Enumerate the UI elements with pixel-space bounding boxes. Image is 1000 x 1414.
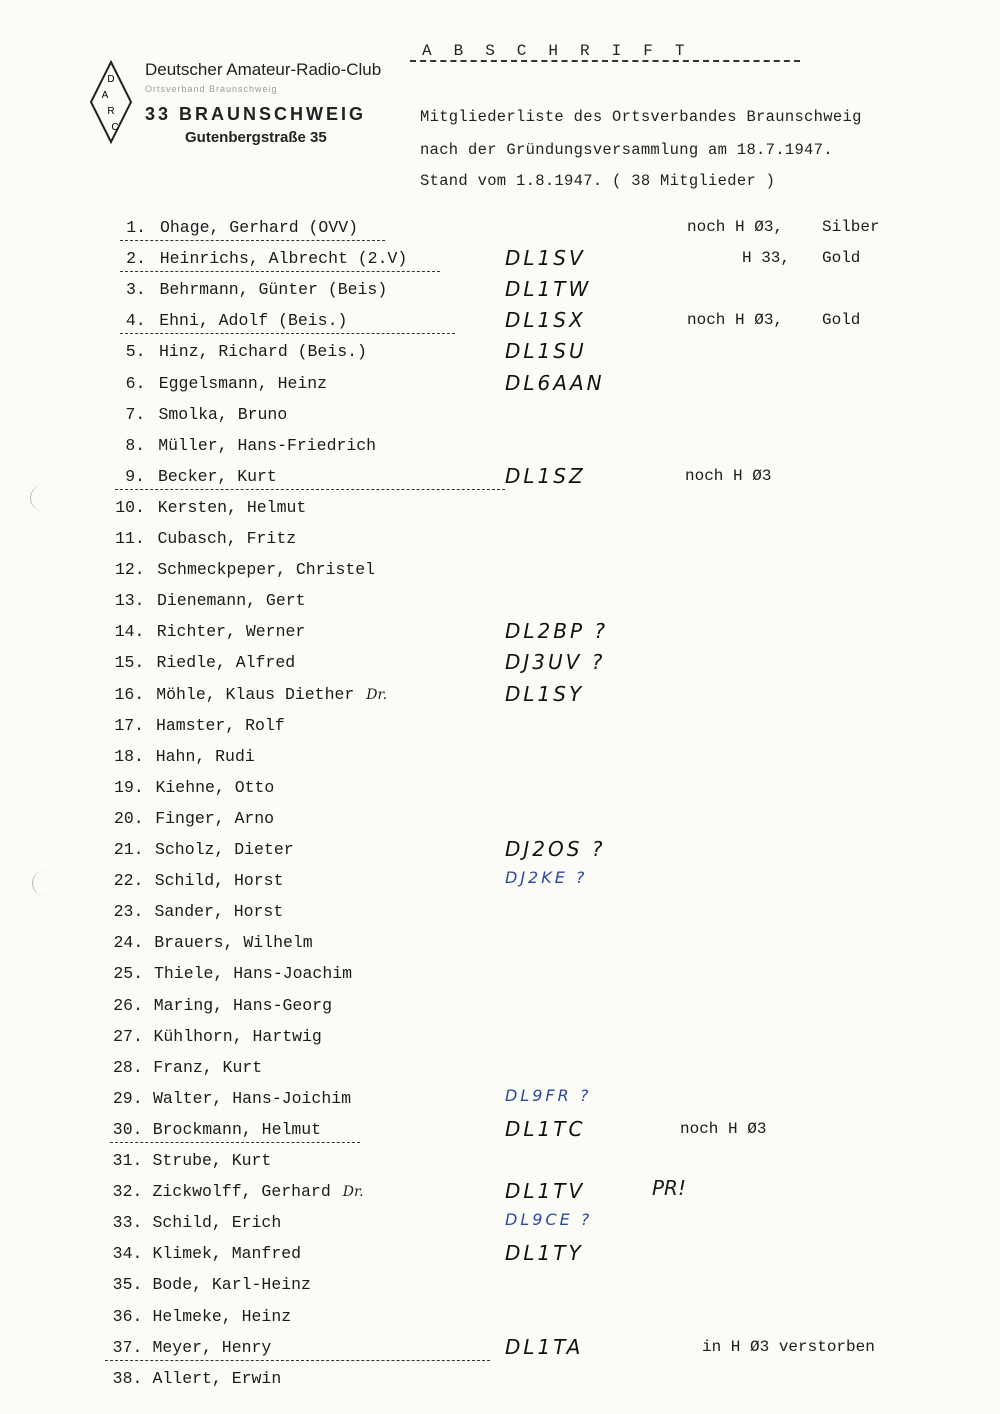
member-callsign: DL2BP ? <box>505 619 609 643</box>
member-number: 32. <box>112 1182 143 1201</box>
member-row <box>0 218 1000 248</box>
logo-letter-r: R <box>107 106 115 117</box>
member-note: in H Ø3 verstorben <box>702 1338 875 1356</box>
member-name-text: Smolka, Bruno <box>158 405 288 424</box>
member-name-text: Hamster, Rolf <box>156 716 285 735</box>
member-row <box>0 1151 1000 1181</box>
member-name-text: Heinrichs, Albrecht (2.V) <box>159 249 408 268</box>
logo-letter-d: D <box>107 74 115 85</box>
member-callsign: DJ2KE ? <box>505 868 588 887</box>
member-title-dr: Dr. <box>342 1184 364 1200</box>
member-name <box>159 311 347 330</box>
member-title-dr: Dr. <box>366 687 388 703</box>
document-title: ABSCHRIFT <box>422 42 707 60</box>
member-row <box>0 1210 1000 1243</box>
member-number: 17. <box>114 716 145 735</box>
member-number: 22. <box>113 871 144 890</box>
member-name-text: Helmeke, Heinz <box>152 1307 292 1326</box>
heading-line-1: Mitgliederliste des Ortsverbandes Braunschweig <box>420 108 862 126</box>
member-name-text: Klimek, Manfred <box>152 1244 302 1263</box>
member-row <box>0 371 1000 404</box>
member-name <box>157 591 306 610</box>
member-name <box>153 1244 302 1263</box>
title-underline <box>410 60 800 62</box>
member-row <box>0 650 1000 683</box>
member-name-text: Eggelsmann, Heinz <box>158 374 328 393</box>
member-name-text: Maring, Hans-Georg <box>153 996 332 1015</box>
member-number: 24. <box>113 933 144 952</box>
row-underline <box>115 489 505 490</box>
member-name-text: Brockmann, Helmut <box>152 1120 322 1139</box>
member-row <box>0 809 1000 839</box>
member-name <box>153 1213 282 1232</box>
member-row <box>0 1307 1000 1337</box>
member-callsign: DL1TY <box>505 1241 584 1265</box>
member-number: 8. <box>125 436 146 455</box>
member-row <box>0 619 1000 652</box>
member-name <box>154 933 312 952</box>
member-callsign: DL9CE ? <box>505 1210 593 1229</box>
member-name-text: Möhle, Klaus Diether <box>156 685 355 704</box>
member-row <box>0 1335 1000 1368</box>
member-name-text: Riedle, Alfred <box>156 653 296 672</box>
logo-letter-c: C <box>111 122 119 133</box>
member-name <box>156 685 387 704</box>
member-number: 2. <box>126 249 146 268</box>
member-award: Silber <box>822 218 880 236</box>
member-row <box>0 1369 1000 1399</box>
member-callsign: DJ2OS ? <box>505 837 606 861</box>
club-subtitle: Ortsverband Braunschweig <box>145 84 278 94</box>
member-name <box>156 778 275 797</box>
member-number: 6. <box>125 374 146 393</box>
member-callsign: DL1TW <box>505 277 592 301</box>
member-name <box>156 716 285 735</box>
member-name-text: Bode, Karl-Heinz <box>152 1275 311 1294</box>
member-name <box>155 840 294 859</box>
member-name-text: Allert, Erwin <box>152 1369 282 1388</box>
member-name <box>159 342 367 361</box>
member-row <box>0 996 1000 1026</box>
member-row <box>0 716 1000 746</box>
member-number: 31. <box>112 1151 143 1170</box>
member-name <box>153 1089 351 1108</box>
member-name-text: Sander, Horst <box>154 902 284 921</box>
member-callsign: DL1SX <box>505 308 586 332</box>
member-name <box>157 653 296 672</box>
member-row <box>0 246 1000 279</box>
member-name-text: Brauers, Wilhelm <box>154 933 313 952</box>
row-underline <box>105 1360 490 1361</box>
member-name <box>160 280 388 299</box>
member-name <box>155 809 274 828</box>
member-callsign: DL1SV <box>505 246 586 270</box>
member-number: 12. <box>114 560 145 579</box>
member-name-text: Meyer, Henry <box>152 1338 272 1357</box>
member-number: 30. <box>112 1120 143 1139</box>
member-callsign: DL1SU <box>505 339 587 363</box>
member-name <box>158 436 376 455</box>
member-row <box>0 964 1000 994</box>
member-row <box>0 1027 1000 1057</box>
member-number: 1. <box>126 218 146 237</box>
member-callsign: DL1TA <box>505 1335 584 1359</box>
member-name-text: Schild, Horst <box>154 871 284 890</box>
heading-line-3: Stand vom 1.8.1947. ( 38 Mitglieder ) <box>420 172 776 190</box>
member-name-text: Ohage, Gerhard (OVV) <box>160 218 359 237</box>
member-award: Gold <box>822 249 861 267</box>
member-name <box>154 1027 322 1046</box>
member-row <box>0 868 1000 901</box>
club-city: 33 BRAUNSCHWEIG <box>145 104 367 124</box>
member-row <box>0 747 1000 777</box>
member-row <box>0 591 1000 621</box>
member-name-text: Schmeckpeper, Christel <box>157 560 376 579</box>
member-name <box>154 996 332 1015</box>
member-name-text: Kühlhorn, Hartwig <box>153 1027 322 1046</box>
member-number: 21. <box>113 840 144 859</box>
member-name <box>153 1369 282 1388</box>
member-row <box>0 837 1000 870</box>
member-number: 15. <box>114 653 145 672</box>
member-name-text: Becker, Kurt <box>158 467 277 486</box>
member-name-text: Franz, Kurt <box>153 1058 263 1077</box>
member-name <box>157 560 375 579</box>
member-name <box>158 529 297 548</box>
member-callsign: DL6AAN <box>505 371 605 395</box>
member-row <box>0 436 1000 466</box>
member-number: 19. <box>114 778 144 797</box>
member-row <box>0 682 1000 715</box>
row-underline <box>120 240 385 241</box>
member-name <box>159 374 327 393</box>
club-name: Deutscher Amateur-Radio-Club <box>145 60 382 79</box>
member-number: 11. <box>115 529 145 548</box>
member-number: 10. <box>115 498 145 517</box>
member-name <box>155 902 284 921</box>
club-street: Gutenbergstraße 35 <box>185 129 327 146</box>
member-name-text: Behrmann, Günter (Beis) <box>159 280 388 299</box>
member-callsign: DJ3UV ? <box>505 650 606 674</box>
member-callsign: DL9FR ? <box>505 1086 592 1105</box>
member-name-text: Strube, Kurt <box>152 1151 272 1170</box>
member-number: 5. <box>125 342 146 361</box>
member-row <box>0 933 1000 963</box>
member-callsign: DL1TC <box>505 1117 586 1141</box>
member-number: 26. <box>113 996 143 1015</box>
member-note: noch H Ø3, <box>687 218 784 236</box>
member-number: 34. <box>112 1244 143 1263</box>
member-name <box>155 871 284 890</box>
member-number: 37. <box>112 1338 143 1357</box>
member-row <box>0 778 1000 808</box>
member-number: 13. <box>114 591 145 610</box>
member-row <box>0 1241 1000 1274</box>
member-number: 28. <box>113 1058 143 1077</box>
row-underline <box>110 1142 360 1143</box>
member-name-text: Finger, Arno <box>155 809 275 828</box>
member-callsign: DL1SZ <box>505 464 586 488</box>
row-underline <box>120 333 455 334</box>
member-name <box>153 1307 292 1326</box>
member-row <box>0 1058 1000 1088</box>
member-note: H 33, <box>742 249 791 267</box>
member-callsign: DL1SY <box>505 682 585 706</box>
member-row <box>0 308 1000 341</box>
member-number: 25. <box>113 964 144 983</box>
member-name <box>153 1338 272 1357</box>
member-award: Gold <box>822 311 861 329</box>
member-name-text: Scholz, Dieter <box>155 840 294 859</box>
member-name <box>158 467 277 486</box>
member-row <box>0 1176 1000 1212</box>
member-number: 7. <box>125 405 146 424</box>
member-name-text: Dienemann, Gert <box>157 591 306 610</box>
member-name-text: Cubasch, Fritz <box>157 529 297 548</box>
member-name <box>159 405 288 424</box>
row-underline <box>120 271 440 272</box>
member-note: noch H Ø3 <box>685 467 772 485</box>
member-name-text: Hinz, Richard (Beis.) <box>159 342 367 361</box>
member-number: 3. <box>125 280 146 299</box>
member-row <box>0 1117 1000 1150</box>
member-number: 23. <box>113 902 144 921</box>
member-number: 35. <box>112 1275 143 1294</box>
member-row <box>0 405 1000 435</box>
member-name-text: Kiehne, Otto <box>155 778 275 797</box>
member-name <box>156 747 255 766</box>
member-row <box>0 277 1000 310</box>
member-row <box>0 902 1000 932</box>
member-name-text: Ehni, Adolf (Beis.) <box>159 311 348 330</box>
member-row <box>0 339 1000 372</box>
member-name-text: Kersten, Helmut <box>157 498 307 517</box>
member-row <box>0 1086 1000 1119</box>
member-row <box>0 498 1000 528</box>
member-name-text: Müller, Hans-Friedrich <box>158 436 377 455</box>
member-number: 38. <box>112 1369 143 1388</box>
member-number: 33. <box>112 1213 143 1232</box>
member-name <box>153 1058 262 1077</box>
member-number: 36. <box>112 1307 143 1326</box>
member-number: 16. <box>114 685 145 704</box>
member-number: 18. <box>114 747 144 766</box>
member-name-text: Richter, Werner <box>156 622 306 641</box>
member-name <box>160 218 358 237</box>
member-name <box>153 1120 321 1139</box>
member-number: 29. <box>112 1089 143 1108</box>
member-name <box>160 249 408 268</box>
member-number: 20. <box>114 809 144 828</box>
member-row <box>0 529 1000 559</box>
member-row <box>0 1275 1000 1305</box>
member-callsign: DL1TV <box>505 1179 586 1203</box>
member-name-text: Thiele, Hans-Joachim <box>154 964 353 983</box>
member-name <box>153 1275 311 1294</box>
member-name <box>158 498 307 517</box>
member-name-text: Schild, Erich <box>152 1213 282 1232</box>
member-row <box>0 560 1000 590</box>
member-number: 9. <box>125 467 146 486</box>
member-number: 27. <box>113 1027 143 1046</box>
member-row <box>0 464 1000 497</box>
member-name <box>154 964 352 983</box>
logo-letter-a: A <box>101 90 109 101</box>
member-name <box>153 1182 364 1201</box>
member-name-text: Hahn, Rudi <box>155 747 255 766</box>
member-number: 4. <box>125 311 146 330</box>
member-name <box>157 622 306 641</box>
member-note: noch H Ø3 <box>680 1120 767 1138</box>
member-number: 14. <box>114 622 145 641</box>
member-name <box>153 1151 272 1170</box>
member-note: noch H Ø3, <box>687 311 784 329</box>
member-note: PR! <box>652 1176 686 1200</box>
heading-line-2: nach der Gründungsversammlung am 18.7.1947. <box>420 141 833 159</box>
member-name-text: Walter, Hans-Joichim <box>153 1089 352 1108</box>
darc-logo-icon <box>89 60 133 144</box>
member-name-text: Zickwolff, Gerhard <box>152 1182 331 1201</box>
